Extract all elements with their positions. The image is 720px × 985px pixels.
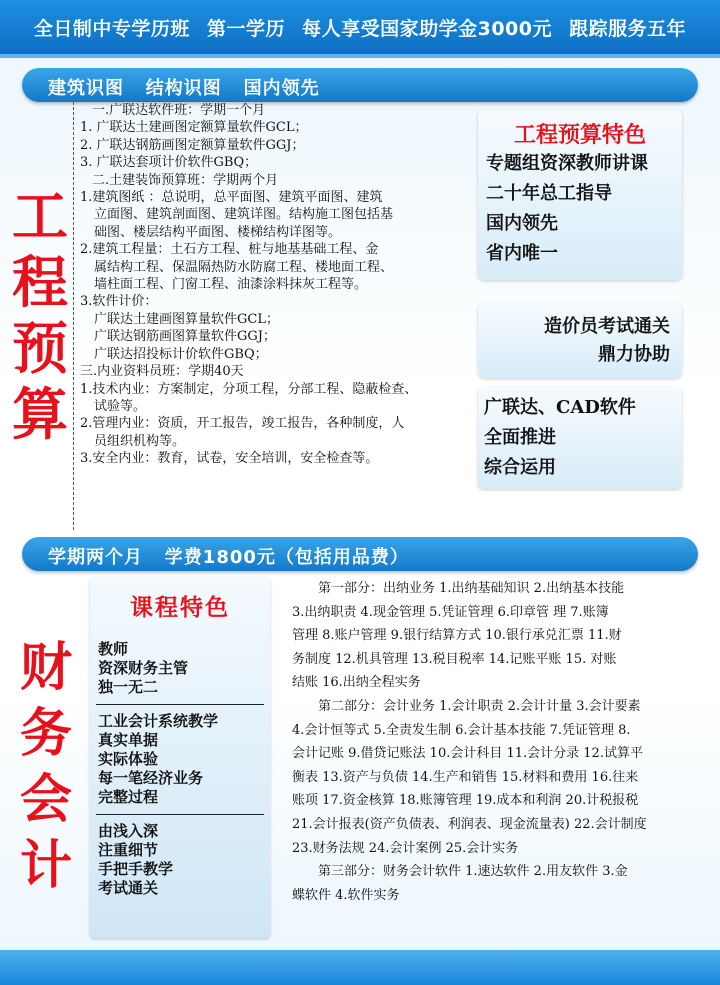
list-item: 础图、楼层结构平面图、楼梯结构详图等。	[94, 224, 342, 240]
course-line: 教师	[98, 640, 129, 658]
card-lines	[478, 303, 682, 369]
title-char: 务	[19, 704, 72, 764]
divider	[96, 704, 264, 705]
course-features-card	[90, 577, 270, 938]
list-item: 账项 17.资金核算 18.账簿管理 19.成本和利润 20.计税报税	[292, 793, 639, 809]
course-line: 真实单据	[98, 731, 159, 749]
list-item: 2.管理内业：资质，开工报告，竣工报告，各种制度，人	[80, 416, 405, 432]
course-group-teaching	[90, 712, 270, 807]
finance-accounting-title	[14, 635, 78, 899]
title-char: 工	[12, 185, 68, 250]
list-item: 试验等。	[94, 398, 147, 414]
list-item: 会计记账 9.借贷记账法 10.会计科目 11.会计分录 12.试算平	[292, 746, 643, 762]
list-item: 4.会计恒等式 5.全责发生制 6.会计基本技能 7.凭证管理 8.	[292, 722, 631, 738]
course-line: 考试通关	[98, 879, 159, 897]
card-title: 工程预算特色	[513, 123, 646, 148]
feature-line: 鼎力协助	[598, 344, 670, 365]
title-char: 财	[19, 638, 72, 698]
list-item: 衡表 13.资产与负债 14.生产和销售 15.材料和费用 16.往来	[292, 769, 639, 785]
feature-line: 造价员考试通关	[544, 316, 670, 337]
list-item: 2.建筑工程量：土石方工程、桩与地基基础工程、金	[80, 242, 379, 258]
list-item: 第三部分：财务会计软件 1.速达软件 2.用友软件 3.金	[318, 864, 628, 880]
feature-line: 综合运用	[484, 457, 556, 478]
course-line: 工业会计系统教学	[98, 712, 219, 730]
engineering-budget-title	[8, 185, 72, 449]
list-item: 蝶软件 4.软件实务	[292, 887, 400, 903]
list-item: 墙柱面工程、门窗工程、油漆涂料抹灰工程等。	[94, 277, 368, 293]
feature-line: 二十年总工指导	[486, 183, 612, 204]
list-item: 3.软件计价：	[80, 294, 158, 310]
list-item: 员组织机构等。	[94, 433, 186, 449]
title-char: 程	[12, 251, 68, 316]
title-char: 会	[19, 770, 72, 830]
list-item: 3.出纳职责 4.现金管理 5.凭证管理 6.印章管 理 7.账簿	[292, 604, 609, 620]
course-line: 每一笔经济业务	[98, 769, 204, 787]
course-line: 手把手教学	[98, 860, 174, 878]
course-group-method	[90, 822, 270, 898]
exam-support-card	[478, 303, 682, 378]
list-item: 属结构工程、保温隔热防水防腐工程、楼地面工程、	[94, 259, 394, 275]
list-item: 21.会计报表(资产负债表、利润表、现金流量表) 22.会计制度	[292, 816, 647, 832]
course-line: 独一无二	[98, 678, 159, 696]
feature-line: 全面推进	[484, 427, 556, 448]
list-item: 广联达招投标计价软件GBQ；	[94, 346, 268, 362]
course-group-teachers	[90, 640, 270, 697]
list-item: 二.土建装饰预算班：学期两个月	[92, 172, 279, 188]
section-bar-construction-text: 建筑识图 结构识图 国内领先	[48, 78, 320, 99]
list-item: 1. 广联达土建画图定额算量软件GCL；	[80, 120, 308, 136]
list-item: 三.内业资料员班：学期40天	[80, 364, 244, 380]
bottom-bar	[0, 950, 720, 985]
software-card	[478, 387, 682, 489]
feature-line: 广联达、CAD软件	[484, 397, 636, 418]
feature-line: 专题组资深教师讲课	[486, 153, 648, 174]
course-line: 注重细节	[98, 841, 159, 859]
card-lines	[478, 149, 682, 269]
title-char: 预	[12, 317, 68, 382]
card-lines	[478, 387, 682, 483]
section-bar-tuition	[22, 537, 698, 571]
list-item: 1.建筑图纸 ：总说明，总平面图、建筑平面图、建筑	[80, 190, 383, 206]
course-line: 资深财务主管	[98, 659, 189, 677]
list-item: 3. 广联达套项计价软件GBQ；	[80, 155, 258, 171]
title-char: 计	[19, 836, 72, 896]
list-item: 立面图、建筑剖面图、建筑详图。结构施工图包括基	[94, 207, 394, 223]
list-item: 务制度 12.机具管理 13.税目税率 14.记账平账 15. 对账	[292, 651, 617, 667]
budget-course-list	[73, 102, 473, 530]
finance-course-list	[292, 577, 698, 907]
list-item: 结账 16.出纳全程实务	[292, 675, 421, 691]
course-line: 完整过程	[98, 788, 159, 806]
list-item: 广联达钢筋画图算量软件GGJ；	[94, 329, 276, 345]
section-bar-construction	[22, 68, 698, 102]
list-item: 第二部分：会计业务 1.会计职责 2.会计计量 3.会计要素	[318, 698, 641, 714]
title-char: 算	[12, 383, 68, 448]
list-item: 一.广联达软件班：学期一个月	[92, 103, 266, 118]
list-item: 23.财务法规 24.会计案例 25.会计实务	[292, 840, 519, 856]
list-item: 1.技术内业：方案制定，分项工程，分部工程、隐蔽检查、	[80, 381, 418, 397]
course-title: 课程特色	[130, 595, 230, 621]
feature-line: 省内唯一	[486, 243, 558, 264]
feature-line: 国内领先	[486, 213, 558, 234]
list-item: 第一部分：出纳业务 1.出纳基础知识 2.出纳基本技能	[318, 581, 625, 596]
top-banner-text: 全日制中专学历班 第一学历 每人享受国家助学金3000元 跟踪服务五年	[33, 18, 687, 40]
list-item: 管理 8.账户管理 9.银行结算方式 10.银行承兑汇票 11.财	[292, 628, 622, 644]
course-line: 实际体验	[98, 750, 159, 768]
course-line: 由浅入深	[98, 822, 159, 840]
divider	[96, 814, 264, 815]
budget-features-card	[478, 110, 682, 280]
list-item: 广联达土建画图算量软件GCL；	[94, 311, 279, 327]
top-banner	[0, 0, 720, 58]
list-item: 2. 广联达钢筋画图定额算量软件GGJ；	[80, 137, 305, 153]
list-item: 3.安全内业：教育，试卷，安全培训，安全检查等。	[80, 451, 379, 467]
section-bar-tuition-text: 学期两个月 学费1800元（包括用品费）	[48, 547, 409, 568]
